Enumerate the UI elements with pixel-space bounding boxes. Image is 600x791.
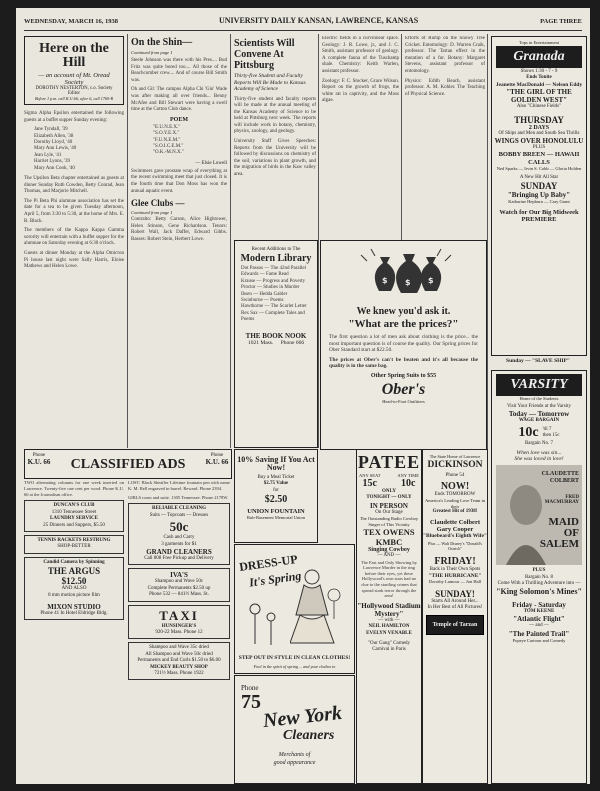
grand-contact [131,556,227,562]
dickinson-line-1: America's Leading Love Team in their [425,498,485,509]
varsity-friday-star: TOM KEENE [523,609,555,615]
varsity-today: Today — Tomorrow [508,410,570,419]
patee-stage: On Our Stage [375,509,403,515]
reliable-item: 3 garments for $1 [161,541,197,547]
scientists-story: University Staff Gives Speeches: Reports from the University will be followed by discussions on chemistry of the soil, variations in plant growth, and the migration of birds in the Kaw valley area. [234,139,316,178]
phone-number: K.U. 66 [205,458,229,466]
poem-title: POEM [170,116,188,123]
money-bags-illustration [321,241,486,301]
varsity-friday-and: — and — [529,623,549,629]
granada-stars: Jeanette MacDonald — Nelson Eddy [495,81,583,88]
library-address [235,340,317,346]
reliable-price: 50c [169,519,189,535]
obers-body-2: The prices at Ober's can't be beaten and it's all because the quality is in the same bag. [329,356,478,370]
varsity-comedy: Bargain No. 8 [524,574,554,580]
flowers-illustration [241,595,291,649]
varsity-comedy-title: Come With a Thrilling Adventure into — [497,581,581,587]
classified-house: GIRLS room and suite. 1305 Tennessee. Phone 2178W. [128,494,229,500]
obers-logo: Ober's [381,380,426,398]
classified-title: CLASSIFIED ADS [70,457,186,472]
price-label: ANY TIME [397,473,419,478]
poem [153,125,227,157]
phone-label: Phone [32,453,46,458]
patee-comedy: "Our Gang" Comedy [367,641,411,646]
poem-line: "S.O.Y.E.X." [153,131,180,137]
argus-price: $12.50 [61,576,87,587]
varsity-portrait [496,465,582,565]
list-item: Mary Ann Lewis, '40 [34,146,77,152]
varsity-love-2: She was loved in love! [514,456,564,463]
obers-body: The first question a lot of men ask about clothing is the price... the most important question is of course the quality. Our Spring prices for Ober Standard start at $22.50. [329,334,478,354]
taxi-name: HUNSINGER'S [161,623,197,629]
reliable-text: Suits — Topcoats — Dresses [149,512,209,518]
money-bag-icon [396,254,422,293]
library-address-text: 1021 Mass. [247,339,274,346]
mickey-ad [128,642,230,680]
granada-plus: PLUS [532,144,546,150]
mickey-permanents: Permanents and End Curls $1.50 to $6.00 [137,658,221,664]
poem-line: "E.U.N.E.X." [153,124,181,130]
dickinson-friday: FRIDAY! [434,555,476,567]
tennis-ad [24,535,124,554]
varsity-visit: Visit Your Friends at the Varsity [506,404,572,409]
library-phone: Phone 666 [280,339,305,346]
dickinson-film: "Bluebeard's Eighth Wife" [423,532,487,539]
mickey-shampoo: Shampoo and Wave 35c dried [149,645,209,651]
taxi-sub: 920-22 Mass. Phone 12 [155,630,203,636]
granada-sunday: SUNDAY [520,181,558,192]
poem-line: "O.K.-M.N.X." [153,150,184,156]
mixon-phone: Phone 41 [40,611,60,617]
society-title: Here on the Hill [39,41,109,70]
poem-line: "S.O.I.C.E.M." [153,143,184,149]
science-story: Efforts of Rump on the Snowy Tree Cricket. Entomology: D. Warren Craik, professor. The Tartan effect in the mutation of a fur. Botany: Margaret Stevens, assistant professor of entomology. [405,36,485,74]
list-item: Dorothy Lloyd, '40 [34,140,73,145]
varsity-film: MAID OF SALEM [539,516,579,551]
science-story: Electric fields in a curvilinear space. Geology: J. R. Lowe, jr., and J. C. Smith, assistant professor of geology. A complete fauna of the Tuschamp shale. Chemistry: Keith Warlen, assistant professor. [322,36,399,74]
taxi-title: TAXI [159,607,199,623]
ny-phone-number: 75 [241,691,261,713]
gossip-title: On the Shin— [131,37,193,48]
patee-singing: Singing Cowboy [368,547,410,554]
gossip-subtitle: Continued from page 1 [131,50,173,55]
patee-name: PATEE [357,452,421,472]
gossip-story: Steele Johnson was there with his Pres.... Bud Fritz was quite bored too.... All those of the Beachcomber crew.... And of course Bill Smith was. [131,58,227,83]
scientists-story: Thirty-five student and faculty reports will be made at the annual meeting of the Kansas Academy of Science to be held at Pittsburg next week. The reports will include work in botany, chemistry, physics, zoology, and geology. [234,96,316,135]
dickinson-starts: Starts All Around Her... [431,598,479,604]
dickinson-hurricane: "THE HURRICANE" [428,573,482,580]
science-story: Physics: Edith Beach, assistant professor. A. M. Kohler. The Teaching of Physical Science. [405,78,485,97]
varsity-after: then 15c [542,432,560,438]
varsity-price: 10c [518,424,539,440]
argus-title: THE ARGUS [47,566,101,577]
dress-up-ad [234,544,355,674]
patee-only: ONLY [382,489,396,494]
mickey-address: 721½ Mass. Phone 1922 [154,671,204,677]
header-date: WEDNESDAY, MARCH 16, 1938 [24,18,118,25]
patee-inperson: IN PERSON [370,501,408,510]
varsity-bargain: Bargain No. 7 [524,440,554,446]
classified-header [24,449,232,479]
price-label: ANY SEAT [359,473,381,478]
science-continued-2 [405,36,485,236]
list-item: Edwards — Fame Read [241,272,289,278]
svg-text:$: $ [382,276,388,285]
column-rule [318,34,319,448]
patee-ad [356,449,422,784]
library-recent: Recent Additions to The [251,247,301,252]
granada-logo: Granada [496,46,582,68]
patee-carnival: Carnival in Paris [372,647,406,653]
dickinson-top: The State Home of Lawrence [429,454,481,459]
union-headline: 10% Saving If You Act Now! [237,455,315,472]
granada-saturday: A New Hit All Star [519,174,559,180]
granada-watch: Watch for Our Big Midweek PREMIERE [499,208,579,224]
obers-other: Other Spring Suits to $55 [370,372,437,379]
masthead: UNIVERSITY DAILY KANSAN, LAWRENCE, KANSAS [219,16,419,25]
dress-title: DRESS-UP [238,551,299,575]
tennis-title: TENNIS RACKETS RESTRUNG [37,538,111,544]
gossip-column [131,36,227,446]
price-value: 10c [400,478,416,489]
ivas-text: Shampoo and Wave 50c [154,579,204,585]
glee-title: Glee Clubs — [131,198,185,209]
taxi-ad [128,605,230,640]
society-story: The Pi Beta Phi alumnae association has set the date for a tea to be given Tuesday afternoon, April 5, from 3:30 to 5:30, at the home of Mrs. E. B. Black. [24,198,124,224]
society-story: The members of the Kappa Kappa Gamma sorority will entertain with a buffet supper for the alumnae on Saturday evening at 6:30 o'clock. [24,228,124,247]
list-item: Krause — Progress and Poverty [241,278,306,284]
varsity-price-note [543,427,560,439]
society-subtitle: — an account of Mt. Oread Society [38,72,110,86]
society-editor: DOROTHY NESTERTON, c.o. Society Editor [35,86,113,96]
granada-film: "THE GIRL OF THE GOLDEN WEST" [506,88,572,105]
ny-name: New York [262,701,343,733]
dickinson-ad [422,449,488,784]
patee-performer: TEX OWENS [363,527,415,538]
patee-price-1 [359,473,380,489]
granada-second: BOBBY BREEN — HAWAII CALLS [498,151,580,166]
varsity-friday: Friday - Saturday [512,601,566,610]
union-fountain-ad [234,449,318,543]
grand-sub: Free Pickup and Delivery [162,556,214,562]
dress-subtitle: It's Spring [248,568,303,590]
granada-thursday: THURSDAY [514,114,564,125]
society-editor-note: Before 1 p.m. call K.U.66; after 6, call 1760-R [34,96,114,101]
scientists-column [234,36,316,236]
list-item: Elizabeth Allen, '38 [34,133,74,139]
mickey-shampoo-2: All Shampoo and Wave 50c dried [145,651,213,657]
glee-subtitle: Continued from page 1 [131,210,173,216]
phone-label: Phone [210,453,224,458]
argus-ad [24,557,124,621]
dickinson-star-2: Gary Cooper [436,525,474,533]
duncan-address: 1310 Tennessee Street [51,509,97,515]
granada-slave-ship: Sunday — "SLAVE SHIP" [506,358,570,364]
varsity-friday-film-2: "The Painted Trail" [508,629,570,638]
dress-step: STEP OUT IN STYLE IN CLEAN CLOTHES! [238,655,351,661]
reliable-name: RELIABLE CLEANING [151,506,207,512]
patee-price-2 [397,473,419,489]
varsity-friday-film: "Atlantic Flight" [513,615,565,624]
scientists-subhead: Thirty-five Student and Faculty Reports Will Be Made to Kansas Academy of Science [234,73,306,92]
granada-days: 2 DAYS [528,124,550,131]
ivas-phone: Phone 532 — 841½ Mass. St. [149,592,209,598]
varsity-logo: VARSITY [496,374,582,396]
dickinson-line-2: Greatest Hit of 1938! [432,509,478,515]
varsity-tag: Home of the Students [519,396,559,401]
union-value: $2.75 Value [263,481,289,487]
new-york-cleaners-ad [234,675,355,784]
duncan-service: LAUNDRY SERVICE [50,516,98,522]
granada-ad [491,36,587,356]
list-item: Dot Passos — The 42nd Parallel [241,266,307,271]
granada-top: Tops in Entertainment [519,40,559,45]
union-for: for [273,487,279,493]
tennis-store: SHOP-BETTER [57,544,91,550]
poem-credit: — Elsie Lowell [195,160,227,166]
science-story: Zoology: F. C. Stocker, Grace Wilson. Report on the growth of frogs, the white rat in captivity, and the Moss algae. [322,78,399,104]
classified-phone-left [27,453,51,466]
varsity-price-row [492,425,586,441]
society-header [24,36,124,105]
obers-headline-1: We knew you'd ask it. [356,306,451,317]
list-item: Proctor — Studies in Murder [241,285,300,291]
list-item: Rex Sax — Complete Tales and Poems [241,310,305,323]
varsity-wage: WAGE BARGAIN [518,418,560,424]
list-item: Mary Ann Cook, '40 [34,165,75,171]
svg-text:$: $ [405,278,411,287]
mickey-name: MICKEY BEAUTY SHOP [150,664,208,670]
patee-and: — AND — [377,553,401,559]
library-shop: THE BOOK NOOK [245,331,307,340]
varsity-star: CLAUDETTE COLBERT [541,471,579,485]
ny-tag-2: good appearance [273,760,316,766]
grand-name: GRAND CLEANERS [146,548,212,557]
union-name: UNION FOUNTAIN [247,508,305,516]
obers-ad [320,240,487,450]
union-buy: Buy a Meal Ticket [257,475,295,480]
varsity-ad [491,370,587,784]
argus-and: AND ALSO [61,586,87,592]
patee-outstanding: The Outstanding Radio Cowboy Singer of This Vicinity [359,516,419,527]
society-story: The Upsilon Beta chapter entertained as guests at dinner Sunday Ruth Cowden, Betty Conrad, Jean Thomas, and Marjorie Mitchell. [24,176,124,195]
patee-with: — with — [378,617,400,623]
dickinson-star-1: Claudette Colbert [429,518,480,526]
varsity-friday-note: Popeye Cartoon and Comedy [512,637,566,643]
obers-headline-2: "What are the prices?" [348,318,459,330]
book-list [241,266,317,324]
patee-film-desc: The Fast and Only Showing by Lawrence Murder in the ring before their eyes, yet these Hollywood's own stars had no clue to the startling crimes that spread stark terror through the area! [360,559,418,599]
library-title: Modern Library [240,253,312,264]
dickinson-name: DICKINSON [427,460,483,470]
poem-line: "F.U.N.E.M." [153,137,181,143]
ivas-text-2: Complete Permanents $2.50 up [147,585,211,591]
granada-feature: Of Ships and Men and South Sea Thrills [498,130,580,136]
classified-column-right [128,480,230,782]
mixon-contact [27,611,121,617]
varsity-title-2: "King Solomon's Mines" [496,587,582,597]
society-story: Sigma Alpha Epsilon entertained the following guests at a buffet supper Sunday evening: [24,111,124,123]
patee-prices [357,473,421,489]
page-number: PAGE THREE [540,18,582,25]
mixon-address: In Hotel Eldridge Bldg. [60,611,108,617]
scientists-headline: Scientists Will Convene At Pittsburg [234,38,295,71]
list-item: Jane Tyndall, '39 [34,127,68,133]
gossip-story: Oh and Gil: The campus Alpha Chi 'Gin' Wade was after making all over friends... Benny McAfee and Bill Stewart were having a swell time at the Cotton Club dance. [131,87,227,113]
dickinson-hurricane-stars: Dorothy Lamour — Jon Hall [428,579,482,585]
ivas-name: IVA'S [170,571,188,580]
granada-sunday-film: "Bringing Up Baby" [507,191,571,200]
dickinson-film-3: Temple of Tarzan [426,615,484,635]
svg-text:$: $ [428,276,434,285]
ny-phone-label: Phone [241,684,259,692]
list-item: Swinburne — Poems [241,298,284,304]
list-item: Ibsen — Hedda Gabler [241,291,288,297]
dickinson-phone: Phone 54 [445,472,465,478]
varsity-plus: PLUS [532,568,546,574]
gossip-story: Swimmers gave prostate wrap of everything at the recent swimming meet that just closed. It is the fourth time that Don Moss has won the annual aquatic event. [131,168,227,194]
glee-story: Contralto: Betty Carson, Alice Hightower, Helen Stinson, Gene Richardson. Tenors: Robert Wall, Jack Daffer, Edward Gibbs. Basses: Robert Stein, Herbert Lowe. [131,217,227,242]
argus-candid: Candid Camera by Spinning [43,559,105,565]
guest-list [34,127,124,172]
classified-lost: LOST: Black Sheaffer Lifetime fountain pen with name K. M. Bell engraved in barrel. Reward. Phone 2394. [128,480,230,491]
society-story: Guests at dinner Monday at the Alpha Omicron Pi house last night were Sally Harris, Eloise Mathews and Helen Lowe. [24,250,124,270]
granada-also: Also "Chinese Fields" [516,104,562,110]
dickinson-ends: Ends TOMORROW [434,491,476,497]
modern-library-ad [234,240,318,448]
society-column [24,36,124,446]
figure-illustration [290,565,350,649]
grand-phone: Call 808 [144,556,162,562]
dickinson-sunday: SUNDAY! [435,588,475,599]
column-rule [230,34,231,448]
classified-rates: TWO alternating columns for one week inserted on Lawrence. Twenty-five one cent per word. Phone K.U. 66 at the Journalism office. [24,480,124,497]
ivas-ad [128,568,230,601]
granada-hours: Shows 1:30 - 7 - 9 [520,69,558,74]
phone-number: K.U. 66 [27,458,51,466]
granada-ship: WINGS OVER HONOLULU [494,136,584,145]
price-value: 15c [362,478,377,489]
patee-star-1: NEIL HAMILTON [368,624,410,630]
newspaper-page [16,8,590,784]
science-continued [322,36,399,236]
dickinson-now: NOW! [440,480,470,492]
column-rule [127,34,128,448]
list-item: Hawthorne — The Scarlet Letter [241,304,307,310]
obers-tagline: Head-to-Foot Outfitters [382,398,425,404]
ny-tag: Merchants of [278,752,311,758]
granada-sunday-stars: Katharine Hepburn — Cary Grant [508,199,570,205]
patee-film: "Hollywood Stadium Mystery" [357,601,421,618]
dickinson-plus: Plus — Walt Disney's "Donald's Ostrich" [428,541,482,552]
ny-cleaners: Cleaners [283,728,335,743]
money-bag-icon [375,257,395,291]
granada-cast: Ned Sparks — Irvin S. Cobb — Gloria Holden [496,166,582,172]
union-price: $2.50 [264,494,288,506]
money-bag-icon [421,257,441,291]
list-item: Jean Lyle, '41 [34,152,62,158]
duncan-price: 25 Dinners and Suppers, $5.50 [43,522,105,528]
varsity-love: When love was sin... [516,450,562,457]
argus-cine: 8 mm motion picture film [48,592,100,598]
list-item: Harriet Lyons, '39 [34,159,71,165]
mixon-name: MIXON STUDIO [47,603,101,612]
dickinson-starts-2: In Her Best of All Pictures! [427,604,483,610]
duncan-name: DUNCAN'S CLUB [53,503,95,509]
granada-showing: Ends Tonite [526,75,552,81]
dress-sub: Fool in the spirit of spring ... and your clothes to [253,664,336,669]
patee-tonight: TONIGHT — ONLY [366,495,412,501]
patee-station: KMBC [375,537,403,548]
patee-star-2: EVELYN VENABLE [366,630,412,636]
varsity-costar: FRED MACMURRAY [544,495,579,506]
classified-phone-right [205,453,229,466]
page-header [24,14,582,31]
dickinson-back: Back in Their Own Spots [429,566,481,572]
duncan-ad [24,500,124,532]
varsity-thru: 'til 7 [542,426,552,432]
classified-column-left [24,480,124,782]
reliable-note: Cash and Carry [163,535,195,541]
union-sub: Rub-Basement Memorial Union [247,515,305,521]
reliable-ad [128,503,230,565]
